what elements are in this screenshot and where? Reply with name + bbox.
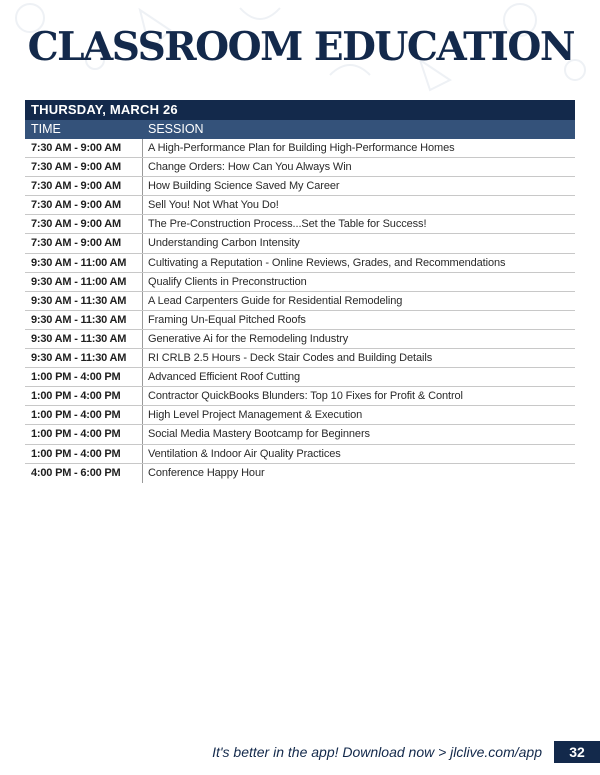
table-row [25,349,575,368]
session-title: How Building Science Saved My Career [148,180,340,193]
page-number: 32 [554,741,600,763]
session-time: 9:30 AM - 11:30 AM [25,292,143,310]
session-title: High Level Project Management & Execution [148,409,363,422]
table-row [25,406,575,425]
session-time: 1:00 PM - 4:00 PM [25,425,143,443]
session-time: 9:30 AM - 11:30 AM [25,330,143,348]
table-row [25,273,575,292]
table-row [25,445,575,464]
table-row [25,158,575,177]
session-title: Social Media Mastery Bootcamp for Beginners [148,428,370,441]
table-row [25,215,575,234]
session-title: A Lead Carpenters Guide for Residential Remodeling [148,294,403,307]
session-title: Generative Ai for the Remodeling Industry [148,332,349,345]
session-title: Sell You! Not What You Do! [148,199,279,212]
session-title: Cultivating a Reputation - Online Reviews, Grades, and Recommendations [148,256,506,269]
session-title: Qualify Clients in Preconstruction [148,275,307,288]
session-time: 7:30 AM - 9:00 AM [25,215,143,233]
session-time: 9:30 AM - 11:30 AM [25,349,143,367]
table-row [25,177,575,196]
table-row [25,464,575,483]
session-title: Ventilation & Indoor Air Quality Practices [148,447,341,460]
table-row [25,425,575,444]
session-time: 7:30 AM - 9:00 AM [25,139,143,157]
session-time: 9:30 AM - 11:30 AM [25,311,143,329]
table-row [25,292,575,311]
column-header-row [25,120,575,139]
table-row [25,387,575,406]
session-title: Framing Un-Equal Pitched Roofs [148,313,306,326]
session-time: 1:00 PM - 4:00 PM [25,406,143,424]
table-row [25,330,575,349]
schedule-rows [25,139,575,483]
session-time: 1:00 PM - 4:00 PM [25,445,143,463]
session-time: 1:00 PM - 4:00 PM [25,387,143,405]
session-time: 9:30 AM - 11:00 AM [25,273,143,291]
column-header-session: SESSION [148,122,204,136]
session-title: A High-Performance Plan for Building High-Performance Homes [148,142,455,154]
session-time: 4:00 PM - 6:00 PM [25,464,143,483]
session-time: 7:30 AM - 9:00 AM [25,177,143,195]
table-row [25,234,575,253]
page-title: CLASSROOM EDUCATION [27,24,574,70]
column-header-time: TIME [31,122,61,136]
footer-promo-text: It's better in the app! Download now > jlclive.com/app [212,744,542,760]
table-row [25,311,575,330]
day-header: THURSDAY, MARCH 26 [25,100,575,120]
session-time: 9:30 AM - 11:00 AM [25,254,143,272]
table-row [25,368,575,387]
session-title: RI CRLB 2.5 Hours - Deck Stair Codes and Building Details [148,352,433,365]
session-title: The Pre-Construction Process...Set the Table for Success! [148,218,427,231]
schedule-table [25,100,575,483]
session-time: 7:30 AM - 9:00 AM [25,158,143,176]
session-title: Change Orders: How Can You Always Win [148,161,352,174]
table-row [25,196,575,215]
session-time: 7:30 AM - 9:00 AM [25,196,143,214]
session-time: 1:00 PM - 4:00 PM [25,368,143,386]
session-title: Contractor QuickBooks Blunders: Top 10 Fixes for Profit & Control [148,390,463,403]
session-title: Conference Happy Hour [148,466,265,479]
session-title: Advanced Efficient Roof Cutting [148,371,301,384]
table-row [25,254,575,273]
session-time: 7:30 AM - 9:00 AM [25,234,143,252]
session-title: Understanding Carbon Intensity [148,237,300,250]
table-row [25,139,575,158]
